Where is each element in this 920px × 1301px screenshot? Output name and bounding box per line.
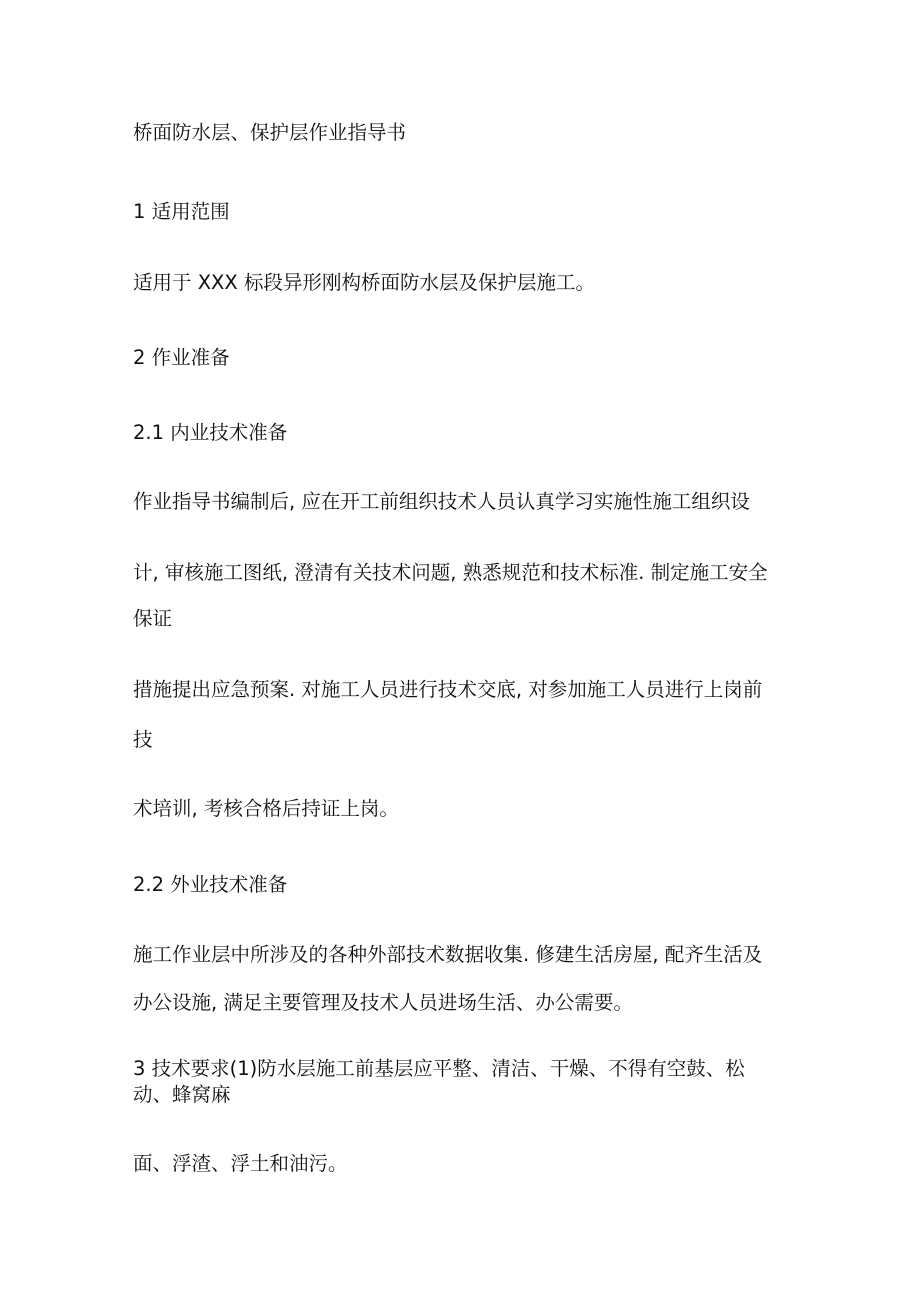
document-title: 桥面防水层、保护层作业指导书 — [133, 121, 407, 144]
paragraph-line: 技 — [133, 728, 153, 751]
paragraph-line: 术培训, 考核合格后持证上岗。 — [133, 797, 399, 820]
paragraph-line: 措施提出应急预案. 对施工人员进行技术交底, 对参加施工人员进行上岗前 — [133, 678, 763, 701]
paragraph-line: 面、浮渣、浮土和油污。 — [133, 1152, 348, 1175]
paragraph-line: 保证 — [133, 607, 173, 630]
subsection-heading-external: 2.2 外业技术准备 — [133, 873, 288, 896]
paragraph-line: 施工作业层中所涉及的各种外部技术数据收集. 修建生活房屋, 配齐生活及 — [133, 943, 763, 966]
subsection-heading-internal: 2.1 内业技术准备 — [133, 421, 288, 444]
section-heading-requirements: 3 技术要求(1)防水层施工前基层应平整、清洁、干燥、不得有空鼓、松 — [133, 1057, 745, 1080]
paragraph-line: 作业指导书编制后, 应在开工前组织技术人员认真学习实施性施工组织设 — [133, 490, 750, 513]
section-heading-preparation: 2 作业准备 — [133, 346, 230, 369]
paragraph-line: 计, 审核施工图纸, 澄清有关技术问题, 熟悉规范和技术标准. 制定施工安全 — [133, 561, 768, 584]
paragraph-line: 适用于 XXX 标段异形刚构桥面防水层及保护层施工。 — [133, 271, 595, 294]
paragraph-line: 办公设施, 满足主要管理及技术人员进场生活、办公需要。 — [133, 991, 633, 1014]
paragraph-line: 动、蜂窝麻 — [133, 1083, 231, 1106]
section-heading-scope: 1 适用范围 — [133, 200, 230, 223]
